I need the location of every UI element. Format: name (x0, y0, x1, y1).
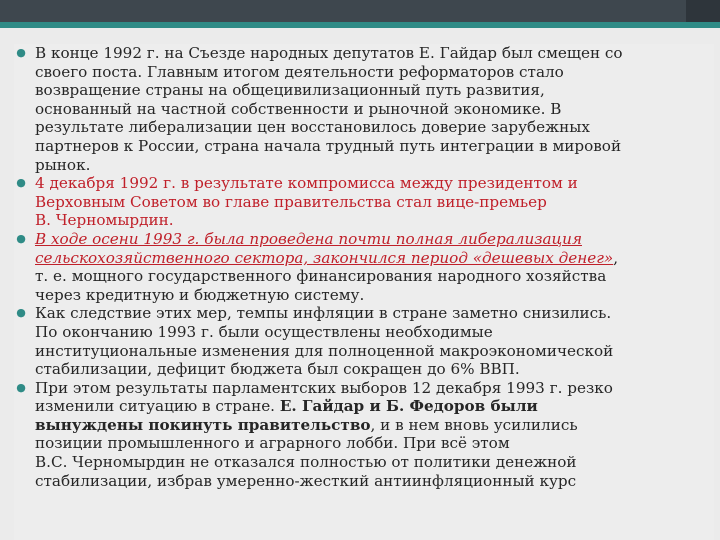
bullet-dot-icon: ● (16, 176, 26, 190)
bullet-item-4 (14, 304, 714, 378)
accent-stripe (0, 22, 720, 28)
text-run: , и в нем вновь усилились (370, 415, 578, 434)
text-line-mixed (35, 416, 714, 435)
text-line: В.С. Черномырдин не отказался полностью от политики денежной (35, 453, 577, 472)
text-line: В. Черномырдин. (35, 211, 174, 230)
text-line: результате либерализации цен восстановилось доверие зарубежных (35, 118, 590, 137)
slide-body (14, 44, 714, 540)
text-line: позиции промышленного и аграрного лобби. При всё этом (35, 434, 510, 453)
bullet-item-2 (14, 174, 714, 230)
text-line: рынок. (35, 155, 91, 174)
text-line: По окончанию 1993 г. были осуществлены необходимые (35, 322, 493, 341)
text-line: Как следствие этих мер, темпы инфляции в стране заметно снизились. (35, 304, 612, 323)
text-line: В ходе осени 1993 г. была проведена почти полная либерализация (35, 229, 582, 248)
text-line-mixed (35, 249, 714, 268)
bullet-dot-icon: ● (16, 380, 26, 394)
text-line: стабилизации, дефицит бюджета был сокращен до 6% ВВП. (35, 360, 520, 379)
bullet-item-3 (14, 230, 714, 304)
bold-text: Е. Гайдар и Б. Федоров были (279, 397, 538, 416)
text-line: партнеров к России, страна начала трудный путь интеграции в мировой (35, 136, 622, 155)
text-run: изменили ситуацию в стране. (35, 397, 280, 416)
bullet-dot-icon: ● (16, 46, 26, 59)
highlight-text: сельскохозяйственного сектора, закончился период «дешевых денег» (35, 248, 614, 267)
bullet-list (14, 44, 714, 490)
text-line: 4 декабря 1992 г. в результате компромисса между президентом и (35, 174, 578, 193)
top-bar (0, 0, 720, 22)
bullet-dot-icon: ● (16, 231, 26, 245)
text-line-mixed (35, 397, 714, 416)
text-line: стабилизации, избрав умеренно-жесткий антиинфляционный курс (35, 471, 577, 490)
bullet-item-1 (14, 44, 714, 174)
text-line: При этом результаты парламентских выборов 12 декабря 1993 г. резко (35, 378, 613, 397)
bold-text: вынуждены покинуть правительство (35, 415, 371, 434)
bullet-item-5 (14, 379, 714, 491)
text-line: через кредитную и бюджетную систему. (35, 285, 365, 304)
text-line: основанный на частной собственности и рыночной экономике. В (35, 99, 562, 118)
text-line: институциональные изменения для полноценной макроэкономической (35, 341, 614, 360)
top-bar-corner (686, 0, 720, 22)
text-line: Верховным Советом во главе правительства стал вице-премьер (35, 192, 547, 211)
text-line: возвращение страны на общецивилизационный путь развития, (35, 81, 545, 100)
text-line: своего поста. Главным итогом деятельности реформаторов стало (35, 62, 564, 81)
text-run: , (613, 248, 619, 267)
text-line: т. е. мощного государственного финансирования народного хозяйства (35, 267, 607, 286)
text-line: В конце 1992 г. на Съезде народных депутатов Е. Гайдар был смещен со (35, 44, 623, 62)
bullet-dot-icon: ● (16, 306, 26, 320)
